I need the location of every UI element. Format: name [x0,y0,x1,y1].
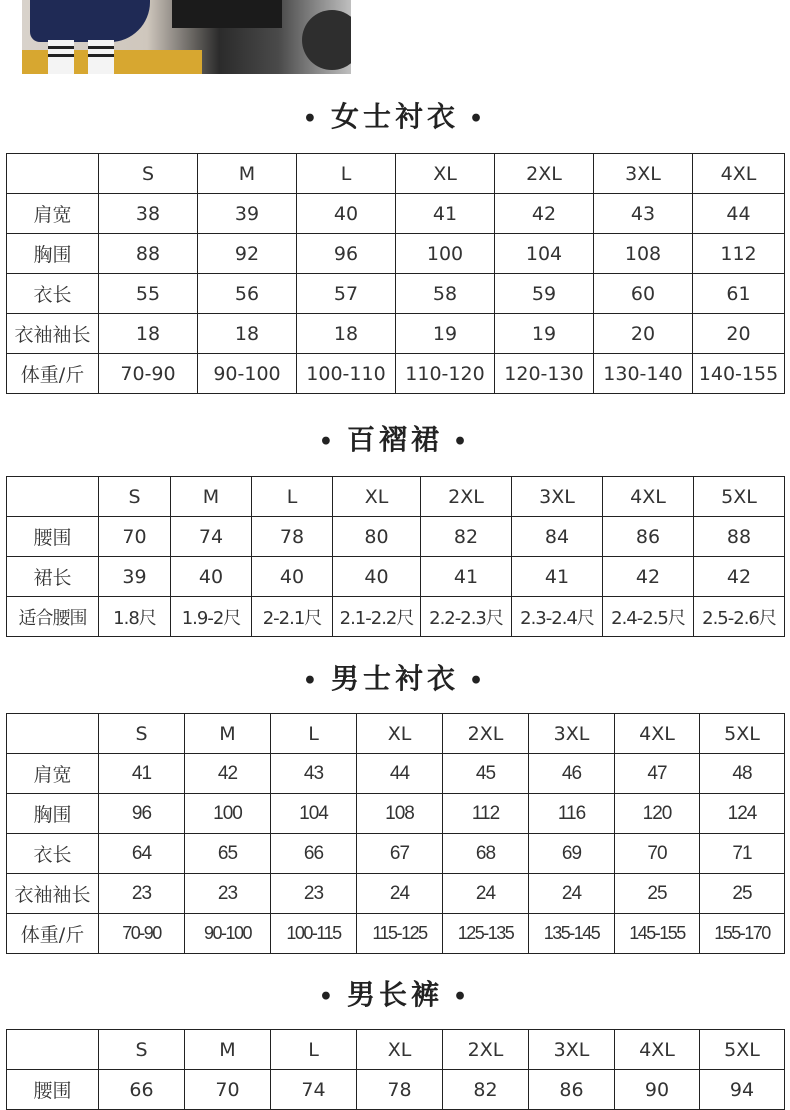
section-title-text: 百褶裙 [346,423,443,456]
measurement-cell: 47 [615,754,700,794]
row-label-cell: 肩宽 [7,754,99,794]
table-row [7,597,785,637]
table-row [7,914,785,954]
size-header-cell: XL [357,714,443,754]
measurement-cell: 71 [700,834,785,874]
section-title-mens-pants [0,973,790,1013]
measurement-cell: 2.1-2.2尺 [333,597,421,637]
measurement-cell: 70 [99,517,171,557]
size-header-cell: 3XL [529,1030,615,1070]
measurement-cell: 125-135 [443,914,529,954]
measurement-cell: 2.4-2.5尺 [603,597,694,637]
size-header-cell: XL [357,1030,443,1070]
table-row [7,234,785,274]
row-label-cell: 胸围 [7,234,99,274]
measurement-cell: 2.3-2.4尺 [512,597,603,637]
measurement-cell: 100-110 [297,354,396,394]
size-table-mens-shirt [6,713,785,954]
size-header-cell: S [99,154,198,194]
row-label-cell: 衣袖袖长 [7,314,99,354]
table-row [7,517,785,557]
table-row [7,274,785,314]
row-label-cell: 衣长 [7,274,99,314]
size-header-cell: 2XL [421,477,512,517]
measurement-cell: 108 [357,794,443,834]
size-table-mens-pants [6,1029,785,1110]
measurement-cell: 82 [421,517,512,557]
section-title-pleated-skirt [0,418,790,458]
size-header-cell: 4XL [615,1030,700,1070]
section-title-text: 男士衬衣 [330,662,459,695]
header-corner-cell [7,1030,99,1070]
row-label-cell: 腰围 [7,1070,99,1110]
row-label-cell: 体重/斤 [7,914,99,954]
bullet-dot-icon: • [302,105,321,132]
measurement-cell: 130-140 [594,354,693,394]
measurement-cell: 92 [198,234,297,274]
table-header-row [7,154,785,194]
measurement-cell: 58 [396,274,495,314]
measurement-cell: 100 [185,794,271,834]
measurement-cell: 155-170 [700,914,785,954]
measurement-cell: 39 [99,557,171,597]
measurement-cell: 40 [171,557,252,597]
size-header-cell: 4XL [693,154,785,194]
photo-sock [88,40,114,74]
measurement-cell: 1.8尺 [99,597,171,637]
measurement-cell: 74 [271,1070,357,1110]
row-label-cell: 肩宽 [7,194,99,234]
size-header-cell: 4XL [603,477,694,517]
measurement-cell: 90-100 [198,354,297,394]
measurement-cell: 68 [443,834,529,874]
size-header-cell: L [252,477,333,517]
measurement-cell: 74 [171,517,252,557]
measurement-cell: 100-115 [271,914,357,954]
section-title-womens-shirt [0,95,790,135]
measurement-cell: 48 [700,754,785,794]
measurement-cell: 46 [529,754,615,794]
measurement-cell: 40 [333,557,421,597]
measurement-cell: 18 [198,314,297,354]
size-header-cell: 2XL [495,154,594,194]
size-header-cell: 5XL [700,1030,785,1070]
measurement-cell: 41 [512,557,603,597]
table-row [7,314,785,354]
measurement-cell: 41 [421,557,512,597]
measurement-cell: 65 [185,834,271,874]
measurement-cell: 23 [99,874,185,914]
measurement-cell: 104 [271,794,357,834]
measurement-cell: 2-2.1尺 [252,597,333,637]
measurement-cell: 19 [495,314,594,354]
measurement-cell: 1.9-2尺 [171,597,252,637]
measurement-cell: 60 [594,274,693,314]
measurement-cell: 42 [495,194,594,234]
measurement-cell: 25 [700,874,785,914]
measurement-cell: 38 [99,194,198,234]
measurement-cell: 82 [443,1070,529,1110]
size-header-cell: 2XL [443,1030,529,1070]
bullet-dot-icon: • [318,428,337,455]
measurement-cell: 70 [185,1070,271,1110]
measurement-cell: 25 [615,874,700,914]
header-corner-cell [7,714,99,754]
measurement-cell: 90-100 [185,914,271,954]
table-header-row [7,477,785,517]
measurement-cell: 78 [357,1070,443,1110]
bullet-dot-icon: • [469,105,488,132]
table-row [7,874,785,914]
product-photo [22,0,351,74]
row-label-cell: 体重/斤 [7,354,99,394]
measurement-cell: 64 [99,834,185,874]
size-header-cell: 4XL [615,714,700,754]
size-header-cell: XL [396,154,495,194]
measurement-cell: 70-90 [99,914,185,954]
row-label-cell: 裙长 [7,557,99,597]
table-row [7,1070,785,1110]
measurement-cell: 116 [529,794,615,834]
table-row [7,794,785,834]
measurement-cell: 44 [693,194,785,234]
section-title-mens-shirt [0,657,790,697]
measurement-cell: 40 [252,557,333,597]
size-header-cell: L [271,1030,357,1070]
bullet-dot-icon: • [469,667,488,694]
size-table-womens-shirt [6,153,785,394]
measurement-cell: 42 [603,557,694,597]
size-header-cell: 3XL [512,477,603,517]
measurement-cell: 110-120 [396,354,495,394]
measurement-cell: 55 [99,274,198,314]
measurement-cell: 41 [99,754,185,794]
table-row [7,557,785,597]
bullet-dot-icon: • [318,983,337,1010]
measurement-cell: 96 [99,794,185,834]
bullet-dot-icon: • [302,667,321,694]
section-title-text: 男长裤 [346,978,443,1011]
table-row [7,194,785,234]
size-header-cell: 5XL [700,714,785,754]
measurement-cell: 24 [443,874,529,914]
size-header-cell: S [99,477,171,517]
size-header-cell: M [185,1030,271,1070]
row-label-cell: 适合腰围 [7,597,99,637]
measurement-cell: 112 [693,234,785,274]
size-header-cell: S [99,1030,185,1070]
measurement-cell: 41 [396,194,495,234]
photo-sock [48,40,74,74]
measurement-cell: 67 [357,834,443,874]
measurement-cell: 120-130 [495,354,594,394]
measurement-cell: 84 [512,517,603,557]
measurement-cell: 40 [297,194,396,234]
size-header-cell: M [185,714,271,754]
measurement-cell: 57 [297,274,396,314]
measurement-cell: 43 [271,754,357,794]
measurement-cell: 42 [185,754,271,794]
table-header-row [7,714,785,754]
row-label-cell: 胸围 [7,794,99,834]
measurement-cell: 24 [529,874,615,914]
measurement-cell: 66 [99,1070,185,1110]
measurement-cell: 112 [443,794,529,834]
measurement-cell: 2.2-2.3尺 [421,597,512,637]
table-row [7,354,785,394]
size-header-cell: 3XL [529,714,615,754]
header-corner-cell [7,477,99,517]
photo-shorts [172,0,282,28]
bullet-dot-icon: • [453,983,472,1010]
size-header-cell: 5XL [694,477,785,517]
measurement-cell: 115-125 [357,914,443,954]
measurement-cell: 19 [396,314,495,354]
photo-wheel [302,10,351,70]
measurement-cell: 44 [357,754,443,794]
measurement-cell: 20 [594,314,693,354]
measurement-cell: 104 [495,234,594,274]
measurement-cell: 124 [700,794,785,834]
measurement-cell: 78 [252,517,333,557]
table-row [7,754,785,794]
measurement-cell: 70 [615,834,700,874]
measurement-cell: 140-155 [693,354,785,394]
measurement-cell: 18 [99,314,198,354]
measurement-cell: 23 [271,874,357,914]
measurement-cell: 24 [357,874,443,914]
measurement-cell: 86 [529,1070,615,1110]
measurement-cell: 145-155 [615,914,700,954]
size-header-cell: S [99,714,185,754]
measurement-cell: 88 [99,234,198,274]
measurement-cell: 90 [615,1070,700,1110]
measurement-cell: 70-90 [99,354,198,394]
row-label-cell: 腰围 [7,517,99,557]
measurement-cell: 100 [396,234,495,274]
measurement-cell: 96 [297,234,396,274]
measurement-cell: 2.5-2.6尺 [694,597,785,637]
size-header-cell: XL [333,477,421,517]
row-label-cell: 衣袖袖长 [7,874,99,914]
table-header-row [7,1030,785,1070]
measurement-cell: 42 [694,557,785,597]
measurement-cell: 20 [693,314,785,354]
photo-skirt [30,0,150,42]
measurement-cell: 94 [700,1070,785,1110]
table-row [7,834,785,874]
measurement-cell: 61 [693,274,785,314]
size-header-cell: L [297,154,396,194]
measurement-cell: 66 [271,834,357,874]
size-header-cell: M [198,154,297,194]
measurement-cell: 135-145 [529,914,615,954]
measurement-cell: 86 [603,517,694,557]
measurement-cell: 43 [594,194,693,234]
measurement-cell: 23 [185,874,271,914]
size-header-cell: L [271,714,357,754]
measurement-cell: 120 [615,794,700,834]
size-header-cell: M [171,477,252,517]
measurement-cell: 59 [495,274,594,314]
bullet-dot-icon: • [453,428,472,455]
measurement-cell: 108 [594,234,693,274]
measurement-cell: 80 [333,517,421,557]
measurement-cell: 56 [198,274,297,314]
size-header-cell: 2XL [443,714,529,754]
size-table-pleated-skirt [6,476,785,637]
measurement-cell: 45 [443,754,529,794]
row-label-cell: 衣长 [7,834,99,874]
header-corner-cell [7,154,99,194]
measurement-cell: 88 [694,517,785,557]
size-header-cell: 3XL [594,154,693,194]
measurement-cell: 69 [529,834,615,874]
measurement-cell: 39 [198,194,297,234]
section-title-text: 女士衬衣 [330,100,459,133]
measurement-cell: 18 [297,314,396,354]
